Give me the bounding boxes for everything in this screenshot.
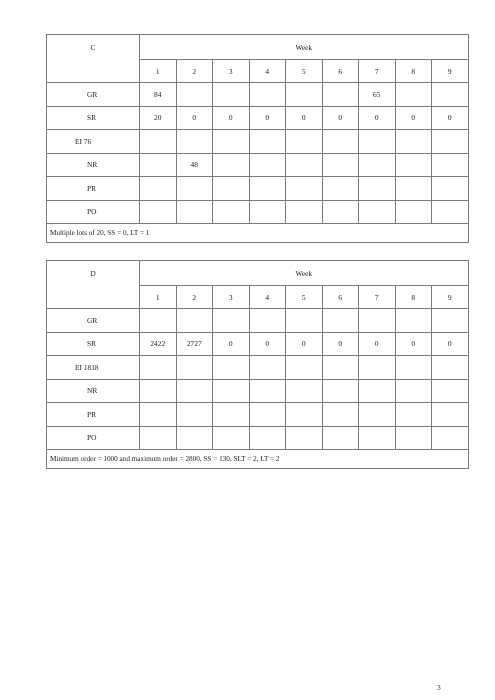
table-cell bbox=[432, 153, 469, 177]
table-cell bbox=[249, 130, 286, 154]
table-cell bbox=[322, 130, 359, 154]
table-cell bbox=[213, 153, 250, 177]
table-cell bbox=[432, 379, 469, 403]
table-row-sr bbox=[47, 106, 469, 130]
row-label: EI 76 bbox=[47, 130, 140, 154]
table-cell bbox=[395, 83, 432, 107]
table-cell bbox=[322, 83, 359, 107]
table-cell bbox=[359, 309, 396, 333]
page-number: 3 bbox=[437, 683, 441, 692]
table-cell bbox=[359, 426, 396, 450]
table-cell bbox=[395, 403, 432, 427]
item-label-cell bbox=[47, 35, 140, 83]
week-number: 2 bbox=[176, 286, 213, 309]
row-label: EI 1818 bbox=[47, 356, 140, 380]
table-cell bbox=[395, 309, 432, 333]
mrp-table-d bbox=[46, 260, 469, 469]
table-cell bbox=[322, 403, 359, 427]
week-number: 1 bbox=[140, 286, 177, 309]
item-label-cell bbox=[47, 261, 140, 309]
table-cell bbox=[322, 177, 359, 201]
table-cell: 0 bbox=[322, 332, 359, 356]
mrp-table-c bbox=[46, 34, 469, 243]
item-label: C bbox=[90, 43, 96, 52]
table-cell bbox=[432, 356, 469, 380]
item-label: D bbox=[90, 269, 96, 278]
table-cell bbox=[432, 403, 469, 427]
table-cell bbox=[176, 130, 213, 154]
week-number: 9 bbox=[432, 286, 469, 309]
week-title: Week bbox=[140, 261, 469, 286]
week-number: 7 bbox=[359, 60, 396, 83]
table-cell bbox=[395, 379, 432, 403]
week-number: 8 bbox=[395, 286, 432, 309]
table-cell bbox=[359, 153, 396, 177]
week-number: 8 bbox=[395, 60, 432, 83]
table-cell bbox=[359, 200, 396, 224]
table-cell bbox=[359, 130, 396, 154]
row-label: GR bbox=[47, 309, 140, 333]
table-note: Multiple lots of 20, SS = 0, LT = 1 bbox=[47, 224, 469, 243]
table-cell bbox=[432, 200, 469, 224]
table-cell bbox=[140, 426, 177, 450]
week-number: 6 bbox=[322, 60, 359, 83]
table-cell bbox=[395, 153, 432, 177]
table-cell: 0 bbox=[432, 106, 469, 130]
table-cell: 48 bbox=[176, 153, 213, 177]
week-title: Week bbox=[140, 35, 469, 60]
week-number: 2 bbox=[176, 60, 213, 83]
week-number: 1 bbox=[140, 60, 177, 83]
table-note-row bbox=[47, 450, 469, 469]
week-number: 9 bbox=[432, 60, 469, 83]
table-cell bbox=[176, 177, 213, 201]
table-cell bbox=[322, 309, 359, 333]
table-cell: 20 bbox=[140, 106, 177, 130]
table-cell bbox=[286, 379, 323, 403]
table-cell bbox=[176, 379, 213, 403]
table-row-pr bbox=[47, 177, 469, 201]
table-cell bbox=[359, 177, 396, 201]
table-header-row bbox=[47, 35, 469, 60]
table-cell bbox=[249, 153, 286, 177]
table-cell bbox=[140, 130, 177, 154]
table-cell: 0 bbox=[176, 106, 213, 130]
table-cell bbox=[213, 130, 250, 154]
table-cell bbox=[213, 177, 250, 201]
table-cell bbox=[359, 403, 396, 427]
table-cell: 84 bbox=[140, 83, 177, 107]
table-cell bbox=[249, 309, 286, 333]
table-header-row bbox=[47, 261, 469, 286]
table-cell: 0 bbox=[213, 332, 250, 356]
row-label: PR bbox=[47, 177, 140, 201]
table-cell bbox=[432, 309, 469, 333]
table-cell: 2727 bbox=[176, 332, 213, 356]
row-label: PO bbox=[47, 426, 140, 450]
table-cell bbox=[140, 153, 177, 177]
table-cell bbox=[286, 200, 323, 224]
table-cell bbox=[322, 200, 359, 224]
table-cell: 0 bbox=[322, 106, 359, 130]
table-cell: 0 bbox=[249, 332, 286, 356]
table-cell bbox=[286, 130, 323, 154]
table-cell bbox=[322, 356, 359, 380]
table-cell bbox=[213, 200, 250, 224]
table-cell bbox=[359, 356, 396, 380]
table-cell bbox=[176, 83, 213, 107]
table-cell bbox=[176, 309, 213, 333]
table-cell bbox=[395, 356, 432, 380]
table-cell bbox=[286, 177, 323, 201]
row-label: PR bbox=[47, 403, 140, 427]
table-cell bbox=[140, 309, 177, 333]
table-row-pr bbox=[47, 403, 469, 427]
table-cell bbox=[432, 130, 469, 154]
table-cell bbox=[359, 379, 396, 403]
table-row-gr bbox=[47, 83, 469, 107]
table-cell bbox=[213, 379, 250, 403]
table-cell bbox=[213, 309, 250, 333]
table-cell bbox=[286, 403, 323, 427]
week-number: 5 bbox=[286, 60, 323, 83]
table-cell bbox=[140, 200, 177, 224]
week-number: 7 bbox=[359, 286, 396, 309]
table-cell: 0 bbox=[359, 332, 396, 356]
week-number: 3 bbox=[213, 286, 250, 309]
table-cell bbox=[249, 426, 286, 450]
table-row-ei bbox=[47, 130, 469, 154]
table-cell bbox=[432, 177, 469, 201]
table-row-po bbox=[47, 200, 469, 224]
table-cell bbox=[432, 83, 469, 107]
table-cell bbox=[213, 83, 250, 107]
table-row-ei bbox=[47, 356, 469, 380]
table-note-row bbox=[47, 224, 469, 243]
week-number: 3 bbox=[213, 60, 250, 83]
table-cell bbox=[176, 356, 213, 380]
table-cell bbox=[176, 426, 213, 450]
week-number: 4 bbox=[249, 286, 286, 309]
table-note: Minimum order = 1000 and maximum order = 2800, SS = 130, SLT = 2, LT = 2 bbox=[47, 450, 469, 469]
row-label: GR bbox=[47, 83, 140, 107]
table-cell bbox=[249, 177, 286, 201]
table-row-po bbox=[47, 426, 469, 450]
table-cell bbox=[395, 200, 432, 224]
table-cell: 0 bbox=[359, 106, 396, 130]
table-cell bbox=[249, 356, 286, 380]
table-cell: 0 bbox=[249, 106, 286, 130]
table-cell: 0 bbox=[286, 106, 323, 130]
table-cell: 0 bbox=[286, 332, 323, 356]
table-cell bbox=[176, 200, 213, 224]
table-row-gr bbox=[47, 309, 469, 333]
table-cell bbox=[140, 403, 177, 427]
table-cell bbox=[322, 426, 359, 450]
table-cell bbox=[249, 403, 286, 427]
table-cell bbox=[140, 177, 177, 201]
table-cell bbox=[140, 379, 177, 403]
table-cell: 0 bbox=[213, 106, 250, 130]
week-number: 4 bbox=[249, 60, 286, 83]
table-cell bbox=[176, 403, 213, 427]
table-cell bbox=[249, 200, 286, 224]
table-cell: 0 bbox=[395, 106, 432, 130]
table-row-nr bbox=[47, 379, 469, 403]
table-cell bbox=[140, 356, 177, 380]
table-cell bbox=[249, 83, 286, 107]
table-cell bbox=[286, 356, 323, 380]
table-cell bbox=[395, 130, 432, 154]
table-cell bbox=[395, 426, 432, 450]
row-label: PO bbox=[47, 200, 140, 224]
row-label: NR bbox=[47, 379, 140, 403]
table-cell bbox=[286, 83, 323, 107]
table-cell: 65 bbox=[359, 83, 396, 107]
table-cell bbox=[213, 356, 250, 380]
table-cell bbox=[395, 177, 432, 201]
table-cell bbox=[213, 403, 250, 427]
row-label: SR bbox=[47, 106, 140, 130]
table-cell bbox=[213, 426, 250, 450]
table-cell bbox=[432, 426, 469, 450]
week-number: 6 bbox=[322, 286, 359, 309]
table-cell: 0 bbox=[395, 332, 432, 356]
row-label: NR bbox=[47, 153, 140, 177]
table-cell bbox=[249, 379, 286, 403]
table-cell bbox=[286, 426, 323, 450]
table-cell bbox=[322, 379, 359, 403]
table-cell: 0 bbox=[432, 332, 469, 356]
row-label: SR bbox=[47, 332, 140, 356]
week-number: 5 bbox=[286, 286, 323, 309]
table-cell bbox=[286, 153, 323, 177]
table-row-sr bbox=[47, 332, 469, 356]
table-cell: 2422 bbox=[140, 332, 177, 356]
table-cell bbox=[322, 153, 359, 177]
table-row-nr bbox=[47, 153, 469, 177]
table-cell bbox=[286, 309, 323, 333]
